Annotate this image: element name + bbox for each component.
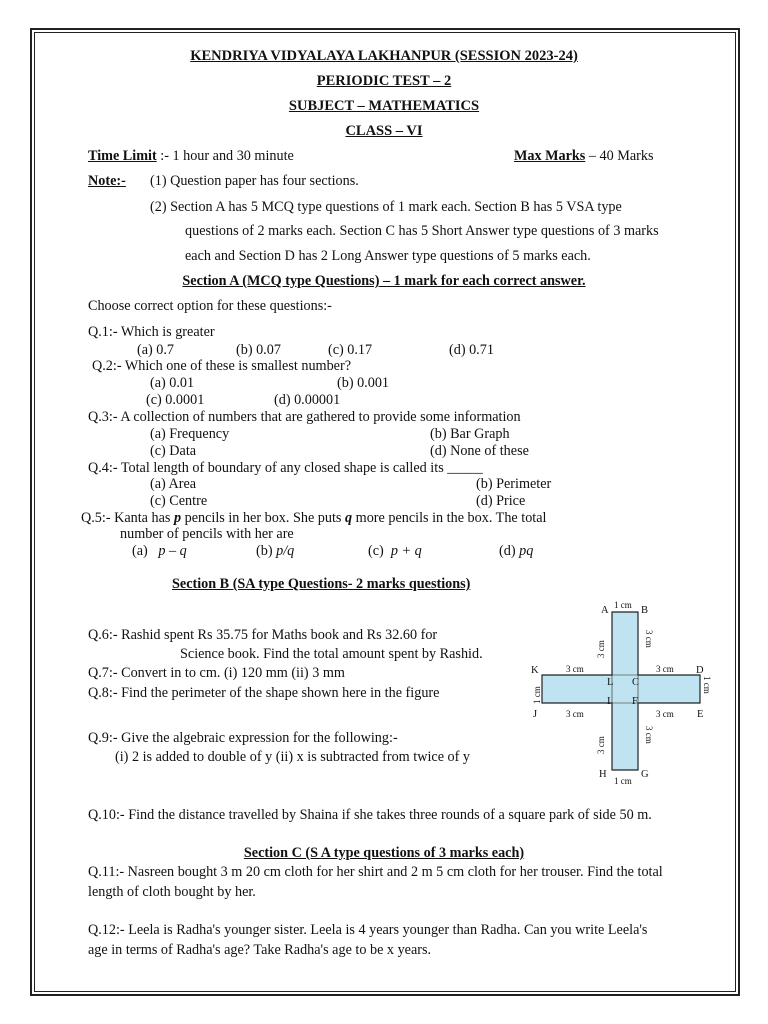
- q12-line-1: Q.12:- Leela is Radha's younger sister. Leela is 4 years younger than Radha. Can you write Leela's: [88, 922, 648, 938]
- q7-text: Q.7:- Convert in to cm. (i) 120 mm (ii) 3 mm: [88, 665, 345, 681]
- dim-top: 1 cm: [614, 600, 632, 610]
- q5-option-d-label: (d): [499, 543, 516, 559]
- q3-text: Q.3:- A collection of numbers that are gathered to provide some information: [88, 409, 521, 425]
- vertex-h: H: [599, 769, 607, 780]
- q4-option-a: (a) Area: [150, 476, 197, 492]
- q3-option-c: (c) Data: [150, 443, 197, 459]
- q5-option-d: [499, 543, 533, 559]
- note-2-line-1: (2) Section A has 5 MCQ type questions of 1 mark each. Section B has 5 VSA type: [150, 199, 622, 215]
- q5-option-a-value: p – q: [158, 543, 187, 559]
- q4-option-d: (d) Price: [476, 493, 526, 509]
- test-title: PERIODIC TEST – 2: [316, 73, 452, 89]
- q1-option-c: (c) 0.17: [328, 342, 373, 358]
- q2-option-c: (c) 0.0001: [146, 392, 205, 408]
- max-marks-value: – 40 Marks: [588, 148, 654, 164]
- q5-option-c: [368, 543, 422, 559]
- q5-option-a-label: (a): [132, 543, 148, 559]
- q6-line-1: Q.6:- Rashid spent Rs 35.75 for Maths book and Rs 32.60 for: [88, 627, 438, 643]
- vertex-l: L: [607, 677, 614, 688]
- subject-title: SUBJECT – MATHEMATICS: [288, 98, 480, 114]
- q5-text-line-2: number of pencils with her are: [120, 526, 294, 542]
- dim-right: 1 cm: [702, 676, 712, 694]
- dim-up-right: 3 cm: [644, 630, 654, 648]
- dim-right-arm-top: 3 cm: [656, 664, 674, 674]
- vertex-b: B: [641, 605, 649, 616]
- q4-option-b: (b) Perimeter: [476, 476, 552, 492]
- q2-option-a: (a) 0.01: [150, 375, 195, 391]
- q2-text: Q.2:- Which one of these is smallest number?: [92, 358, 351, 374]
- q11-line-2: length of cloth bought by her.: [88, 884, 256, 900]
- q6-line-2: Science book. Find the total amount spent by Rashid.: [180, 646, 483, 662]
- vertex-e: E: [697, 709, 704, 720]
- dim-down-right: 3 cm: [644, 726, 654, 744]
- q2-option-b: (b) 0.001: [337, 375, 390, 391]
- time-limit-label: Time Limit: [88, 148, 157, 164]
- q3-option-a: (a) Frequency: [150, 426, 230, 442]
- max-marks-line: [514, 148, 654, 164]
- section-a-title: Section A (MCQ type Questions) – 1 mark for each correct answer.: [182, 273, 586, 289]
- vertex-j: J: [533, 709, 538, 720]
- q9-line-1: Q.9:- Give the algebraic expression for the following:-: [88, 730, 398, 746]
- q11-line-1: Q.11:- Nasreen bought 3 m 20 cm cloth for her shirt and 2 m 5 cm cloth for her trouser. Find the total: [88, 864, 663, 880]
- time-limit-line: [88, 148, 294, 164]
- class-title: CLASS – VI: [345, 123, 423, 139]
- vertex-a: A: [601, 605, 609, 616]
- vertex-i: I: [607, 696, 611, 707]
- vertex-g: G: [641, 769, 649, 780]
- q5-var-p: p: [173, 510, 182, 526]
- vertex-d: D: [696, 665, 704, 676]
- q5-option-a: [132, 543, 187, 559]
- q2-option-d: (d) 0.00001: [274, 392, 341, 408]
- q5-var-q: q: [345, 510, 353, 526]
- dim-bottom: 1 cm: [614, 776, 632, 786]
- dim-up-left: 3 cm: [596, 640, 606, 658]
- q4-text: Q.4:- Total length of boundary of any closed shape is called its _____: [88, 460, 483, 476]
- section-c-title: Section C (S A type questions of 3 marks each): [243, 845, 525, 861]
- note-2-line-2: questions of 2 marks each. Section C has 5 Short Answer type questions of 3 marks: [185, 223, 659, 239]
- note-label: Note:-: [88, 173, 126, 189]
- cross-shape-figure: [520, 596, 720, 788]
- q1-option-b: (b) 0.07: [236, 342, 281, 358]
- time-limit-value: :- 1 hour and 30 minute: [160, 148, 294, 164]
- q10-text: Q.10:- Find the distance travelled by Shaina if she takes three rounds of a square park of side 50 m.: [88, 807, 652, 823]
- q5-part-2: pencils in her box. She puts: [181, 510, 346, 526]
- max-marks-label: Max Marks: [514, 148, 586, 164]
- dim-left-arm-bottom: 3 cm: [566, 709, 584, 719]
- dim-down-left: 3 cm: [596, 736, 606, 754]
- q3-option-d: (d) None of these: [430, 443, 529, 459]
- q12-line-2: age in terms of Radha's age? Take Radha's age to be x years.: [88, 942, 432, 958]
- q1-option-a: (a) 0.7: [137, 342, 175, 358]
- q5-text: [81, 510, 547, 526]
- q5-part-1: Q.5:- Kanta has: [81, 510, 174, 526]
- dim-right-arm-bottom: 3 cm: [656, 709, 674, 719]
- q5-part-3: more pencils in the box. The total: [352, 510, 547, 526]
- q5-option-c-value: p + q: [390, 543, 422, 559]
- q1-text: Q.1:- Which is greater: [88, 324, 215, 340]
- vertex-k: K: [531, 665, 539, 676]
- vertex-c: C: [632, 677, 640, 688]
- section-a-instruction: Choose correct option for these questions:-: [88, 298, 332, 314]
- dim-left: 1 cm: [532, 686, 542, 704]
- note-2-line-3: each and Section D has 2 Long Answer type questions of 5 marks each.: [185, 248, 591, 264]
- q5-option-d-value: pq: [519, 543, 534, 559]
- cross-shape: [542, 612, 700, 770]
- vertex-f: F: [632, 696, 638, 707]
- q4-option-c: (c) Centre: [150, 493, 208, 509]
- q5-option-b-label: (b): [256, 543, 273, 559]
- school-title: KENDRIYA VIDYALAYA LAKHANPUR (SESSION 2023-24): [190, 48, 578, 64]
- q3-option-b: (b) Bar Graph: [430, 426, 510, 442]
- q5-option-b-value: p/q: [276, 543, 295, 559]
- q5-option-b: [256, 543, 294, 559]
- section-b-title: Section B (SA type Questions- 2 marks questions): [172, 576, 471, 592]
- q9-line-2: (i) 2 is added to double of y (ii) x is subtracted from twice of y: [115, 749, 470, 765]
- q1-option-d: (d) 0.71: [449, 342, 494, 358]
- q8-text: Q.8:- Find the perimeter of the shape shown here in the figure: [88, 685, 440, 701]
- dim-left-arm-top: 3 cm: [566, 664, 584, 674]
- note-1: (1) Question paper has four sections.: [150, 173, 359, 189]
- q5-option-c-label: (c): [368, 543, 384, 559]
